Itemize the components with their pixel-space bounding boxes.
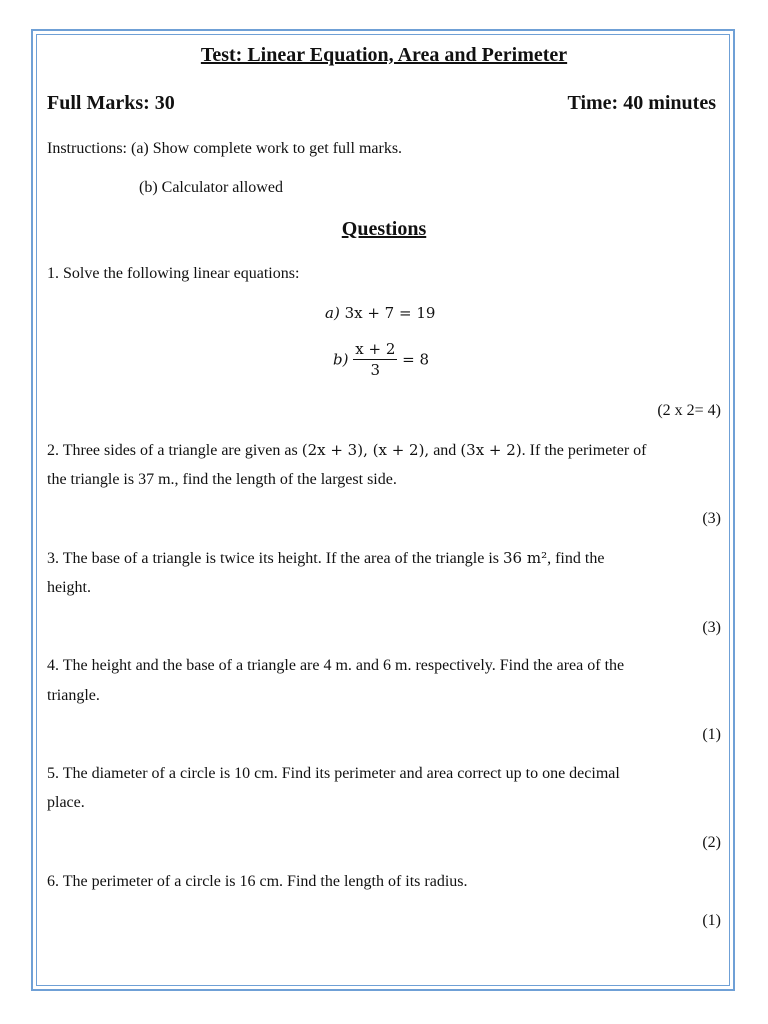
question-6-marks: (1) xyxy=(702,912,721,929)
q3-expr-1: 36 m² xyxy=(503,549,548,567)
equation-a-label: a) xyxy=(325,304,340,322)
question-4-line-2: triangle. xyxy=(47,687,100,704)
equation-a: 3x + 7 = 19 xyxy=(344,304,436,322)
equation-b-denominator: 3 xyxy=(370,361,381,379)
question-5-marks: (2) xyxy=(702,834,721,851)
q2-expr-1: (2x + 3), (x + 2), xyxy=(301,441,430,459)
question-2-marks: (3) xyxy=(702,510,721,527)
equation-b-label: b) xyxy=(333,350,349,369)
question-3-marks: (3) xyxy=(702,619,721,636)
question-3-line-1 xyxy=(47,549,604,568)
question-4-marks: (1) xyxy=(702,726,721,743)
q2-text-1: 2. Three sides of a triangle are given as xyxy=(47,442,302,459)
question-5-line-2: place. xyxy=(47,794,85,811)
equation-b-numerator: x + 2 xyxy=(355,340,396,358)
question-1-equation-b xyxy=(333,340,429,379)
instruction-b: (b) Calculator allowed xyxy=(139,179,283,196)
time-limit: Time: 40 minutes xyxy=(567,92,716,114)
question-1-text: 1. Solve the following linear equations: xyxy=(47,265,300,282)
questions-heading: Questions xyxy=(341,218,427,240)
test-title: Test: Linear Equation, Area and Perimeter xyxy=(200,44,568,66)
question-1-marks: (2 x 2= 4) xyxy=(657,402,721,419)
q3-text-1: 3. The base of a triangle is twice its height. If the area of the triangle is xyxy=(47,550,503,567)
full-marks: Full Marks: 30 xyxy=(47,92,175,114)
question-2-line-1 xyxy=(47,441,647,460)
q2-text-2: and xyxy=(429,442,461,459)
equation-b-fraction xyxy=(353,340,397,379)
q2-expr-2: (3x + 2) xyxy=(460,441,522,459)
page-border-inner xyxy=(36,34,730,986)
question-6-line-1: 6. The perimeter of a circle is 16 cm. Find the length of its radius. xyxy=(47,873,468,890)
question-1-equation-a xyxy=(325,304,435,322)
equation-b-rhs: = 8 xyxy=(402,350,430,369)
question-2-line-2: the triangle is 37 m., find the length of the largest side. xyxy=(47,471,397,488)
question-5-line-1: 5. The diameter of a circle is 10 cm. Find its perimeter and area correct up to one decimal xyxy=(47,765,620,782)
question-3-line-2: height. xyxy=(47,579,91,596)
question-4-line-1: 4. The height and the base of a triangle are 4 m. and 6 m. respectively. Find the area of the xyxy=(47,657,625,674)
q2-text-3: . If the perimeter of xyxy=(521,442,647,459)
q3-text-2: , find the xyxy=(547,550,605,567)
instruction-a: Instructions: (a) Show complete work to get full marks. xyxy=(47,140,403,157)
